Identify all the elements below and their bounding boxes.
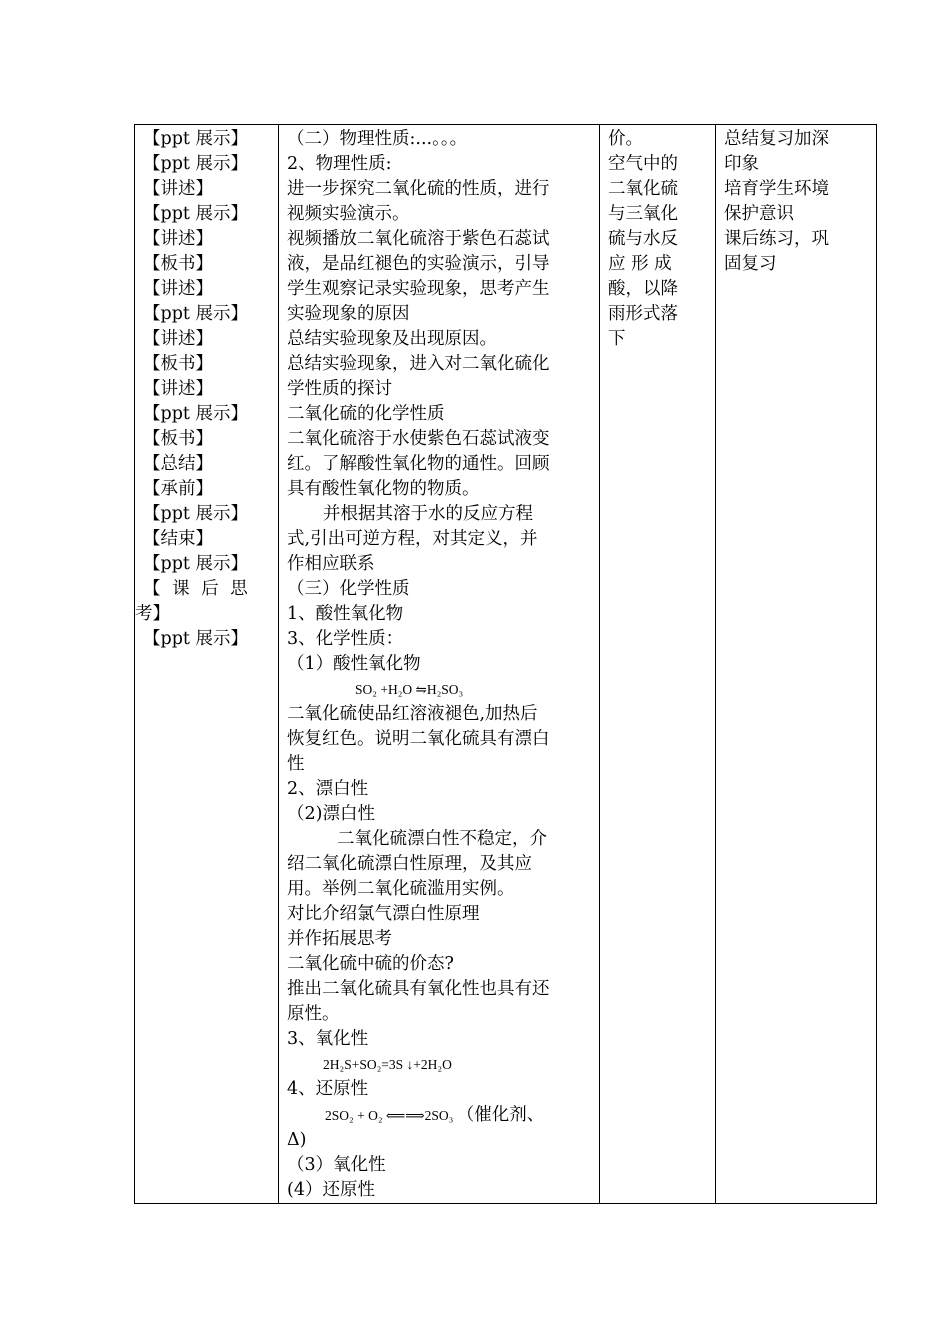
content-line: 学生观察记录实验现象，思考产生 — [287, 279, 550, 299]
content-line: （2)漂白性 — [287, 804, 375, 824]
purpose-line: 印象 — [724, 154, 759, 174]
content-line: （1）酸性氧化物 — [287, 654, 421, 674]
note-line: 硫与水反 — [608, 229, 678, 249]
equation-condition: （催化剂、 — [456, 1104, 545, 1124]
content-line: 二氧化硫溶于水使紫色石蕊试液变 — [287, 429, 550, 449]
content-line: 具有酸性氧化物的物质。 — [287, 479, 480, 499]
note-line: 下 — [608, 329, 626, 349]
content-line: 实验现象的原因 — [287, 304, 410, 324]
step-label: 【ppt 展示】 — [143, 504, 248, 524]
content-line: 式,引出可逆方程，对其定义，并 — [287, 529, 538, 549]
table-row — [135, 125, 877, 1204]
content-line: 二氧化硫使品红溶液褪色,加热后 — [287, 704, 538, 724]
note-column — [600, 125, 716, 1204]
note-line: 与三氧化 — [608, 204, 678, 224]
content-line: 二氧化硫漂白性不稳定，介 — [337, 829, 547, 849]
content-line: 2、漂白性 — [287, 779, 369, 799]
content-line: 性 — [287, 754, 305, 774]
content-line: 并根据其溶于水的反应方程 — [323, 504, 533, 524]
step-label: 【结束】 — [143, 529, 213, 549]
step-label: 考】 — [135, 604, 170, 624]
purpose-line: 保护意识 — [724, 204, 794, 224]
step-label: 【ppt 展示】 — [143, 304, 248, 324]
equation-so2-oxygen — [287, 1102, 593, 1128]
step-label: 【 课 后 思 — [143, 579, 251, 599]
content-line: 二氧化硫中硫的价态? — [287, 954, 454, 974]
content-line: 推出二氧化硫具有氧化性也具有还 — [287, 979, 550, 999]
content-line: 原性。 — [287, 1004, 340, 1024]
step-label: 【讲述】 — [143, 229, 213, 249]
note-line: 雨形式落 — [608, 304, 678, 324]
step-label: 【ppt 展示】 — [143, 629, 248, 649]
content-line: （3）氧化性 — [287, 1155, 386, 1175]
step-label: 【讲述】 — [143, 329, 213, 349]
content-line: 2、物理性质: — [287, 154, 392, 174]
purpose-column — [716, 125, 877, 1204]
content-line: 学性质的探讨 — [287, 379, 392, 399]
content-line: 总结实验现象，进入对二氧化硫化 — [287, 354, 550, 374]
content-line: 3、氧化性 — [287, 1029, 369, 1049]
equation-so2-water: SO₂ +H₂O ⇋H₂SO₃ — [355, 682, 464, 697]
note-line: 空气中的 — [608, 154, 678, 174]
purpose-line: 固复习 — [724, 254, 777, 274]
content-line: 绍二氧化硫漂白性原理，及其应 — [287, 854, 532, 874]
step-label: 【ppt 展示】 — [143, 204, 248, 224]
purpose-line: 总结复习加深 — [724, 129, 829, 149]
step-label: 【总结】 — [143, 454, 213, 474]
purpose-line: 培育学生环境 — [724, 179, 829, 199]
content-line: 液，是品红褪色的实验演示，引导 — [287, 254, 550, 274]
note-line: 价。 — [608, 129, 643, 149]
content-line: 红。了解酸性氧化物的通性。回顾 — [287, 454, 550, 474]
step-label: 【板书】 — [143, 254, 213, 274]
content-line: 总结实验现象及出现原因。 — [287, 329, 497, 349]
content-line: 4、还原性 — [287, 1079, 369, 1099]
note-line: 酸，以降 — [608, 279, 678, 299]
content-line: （二）物理性质:...。。。 — [287, 129, 468, 149]
content-line: Δ) — [287, 1130, 307, 1150]
equation-text: 2SO₂ + O₂ ⟸⟹2SO₃ — [325, 1108, 454, 1123]
step-label: 【ppt 展示】 — [143, 129, 248, 149]
teaching-step-column — [135, 125, 279, 1204]
purpose-line: 课后练习，巩 — [724, 229, 829, 249]
step-label: 【ppt 展示】 — [143, 154, 248, 174]
equation-h2s-so2: 2H₂S+SO₂=3S ↓+2H₂O — [323, 1057, 452, 1072]
content-line: 1、酸性氧化物 — [287, 604, 404, 624]
lesson-plan-table — [134, 124, 877, 1204]
content-line: (4）还原性 — [287, 1180, 375, 1200]
content-line: （三）化学性质 — [287, 579, 410, 599]
step-label: 【板书】 — [143, 354, 213, 374]
content-line: 视频播放二氧化硫溶于紫色石蕊试 — [287, 229, 550, 249]
step-label: 【讲述】 — [143, 279, 213, 299]
content-line: 作相应联系 — [287, 554, 375, 574]
step-label: 【承前】 — [143, 479, 213, 499]
content-line: 二氧化硫的化学性质 — [287, 404, 445, 424]
teaching-content-column — [279, 125, 600, 1204]
content-line: 恢复红色。说明二氧化硫具有漂白 — [287, 729, 550, 749]
step-label: 【讲述】 — [143, 379, 213, 399]
content-line: 并作拓展思考 — [287, 929, 392, 949]
step-label: 【ppt 展示】 — [143, 554, 248, 574]
content-line: 对比介绍氯气漂白性原理 — [287, 904, 480, 924]
step-label: 【板书】 — [143, 429, 213, 449]
note-line: 应 形 成 — [608, 254, 672, 274]
content-line: 3、化学性质： — [287, 629, 404, 649]
content-line: 用。举例二氧化硫滥用实例。 — [287, 879, 515, 899]
step-label: 【讲述】 — [143, 179, 213, 199]
step-label: 【ppt 展示】 — [143, 404, 248, 424]
note-line: 二氧化硫 — [608, 179, 678, 199]
content-line: 视频实验演示。 — [287, 204, 410, 224]
content-line: 进一步探究二氧化硫的性质，进行 — [287, 179, 550, 199]
